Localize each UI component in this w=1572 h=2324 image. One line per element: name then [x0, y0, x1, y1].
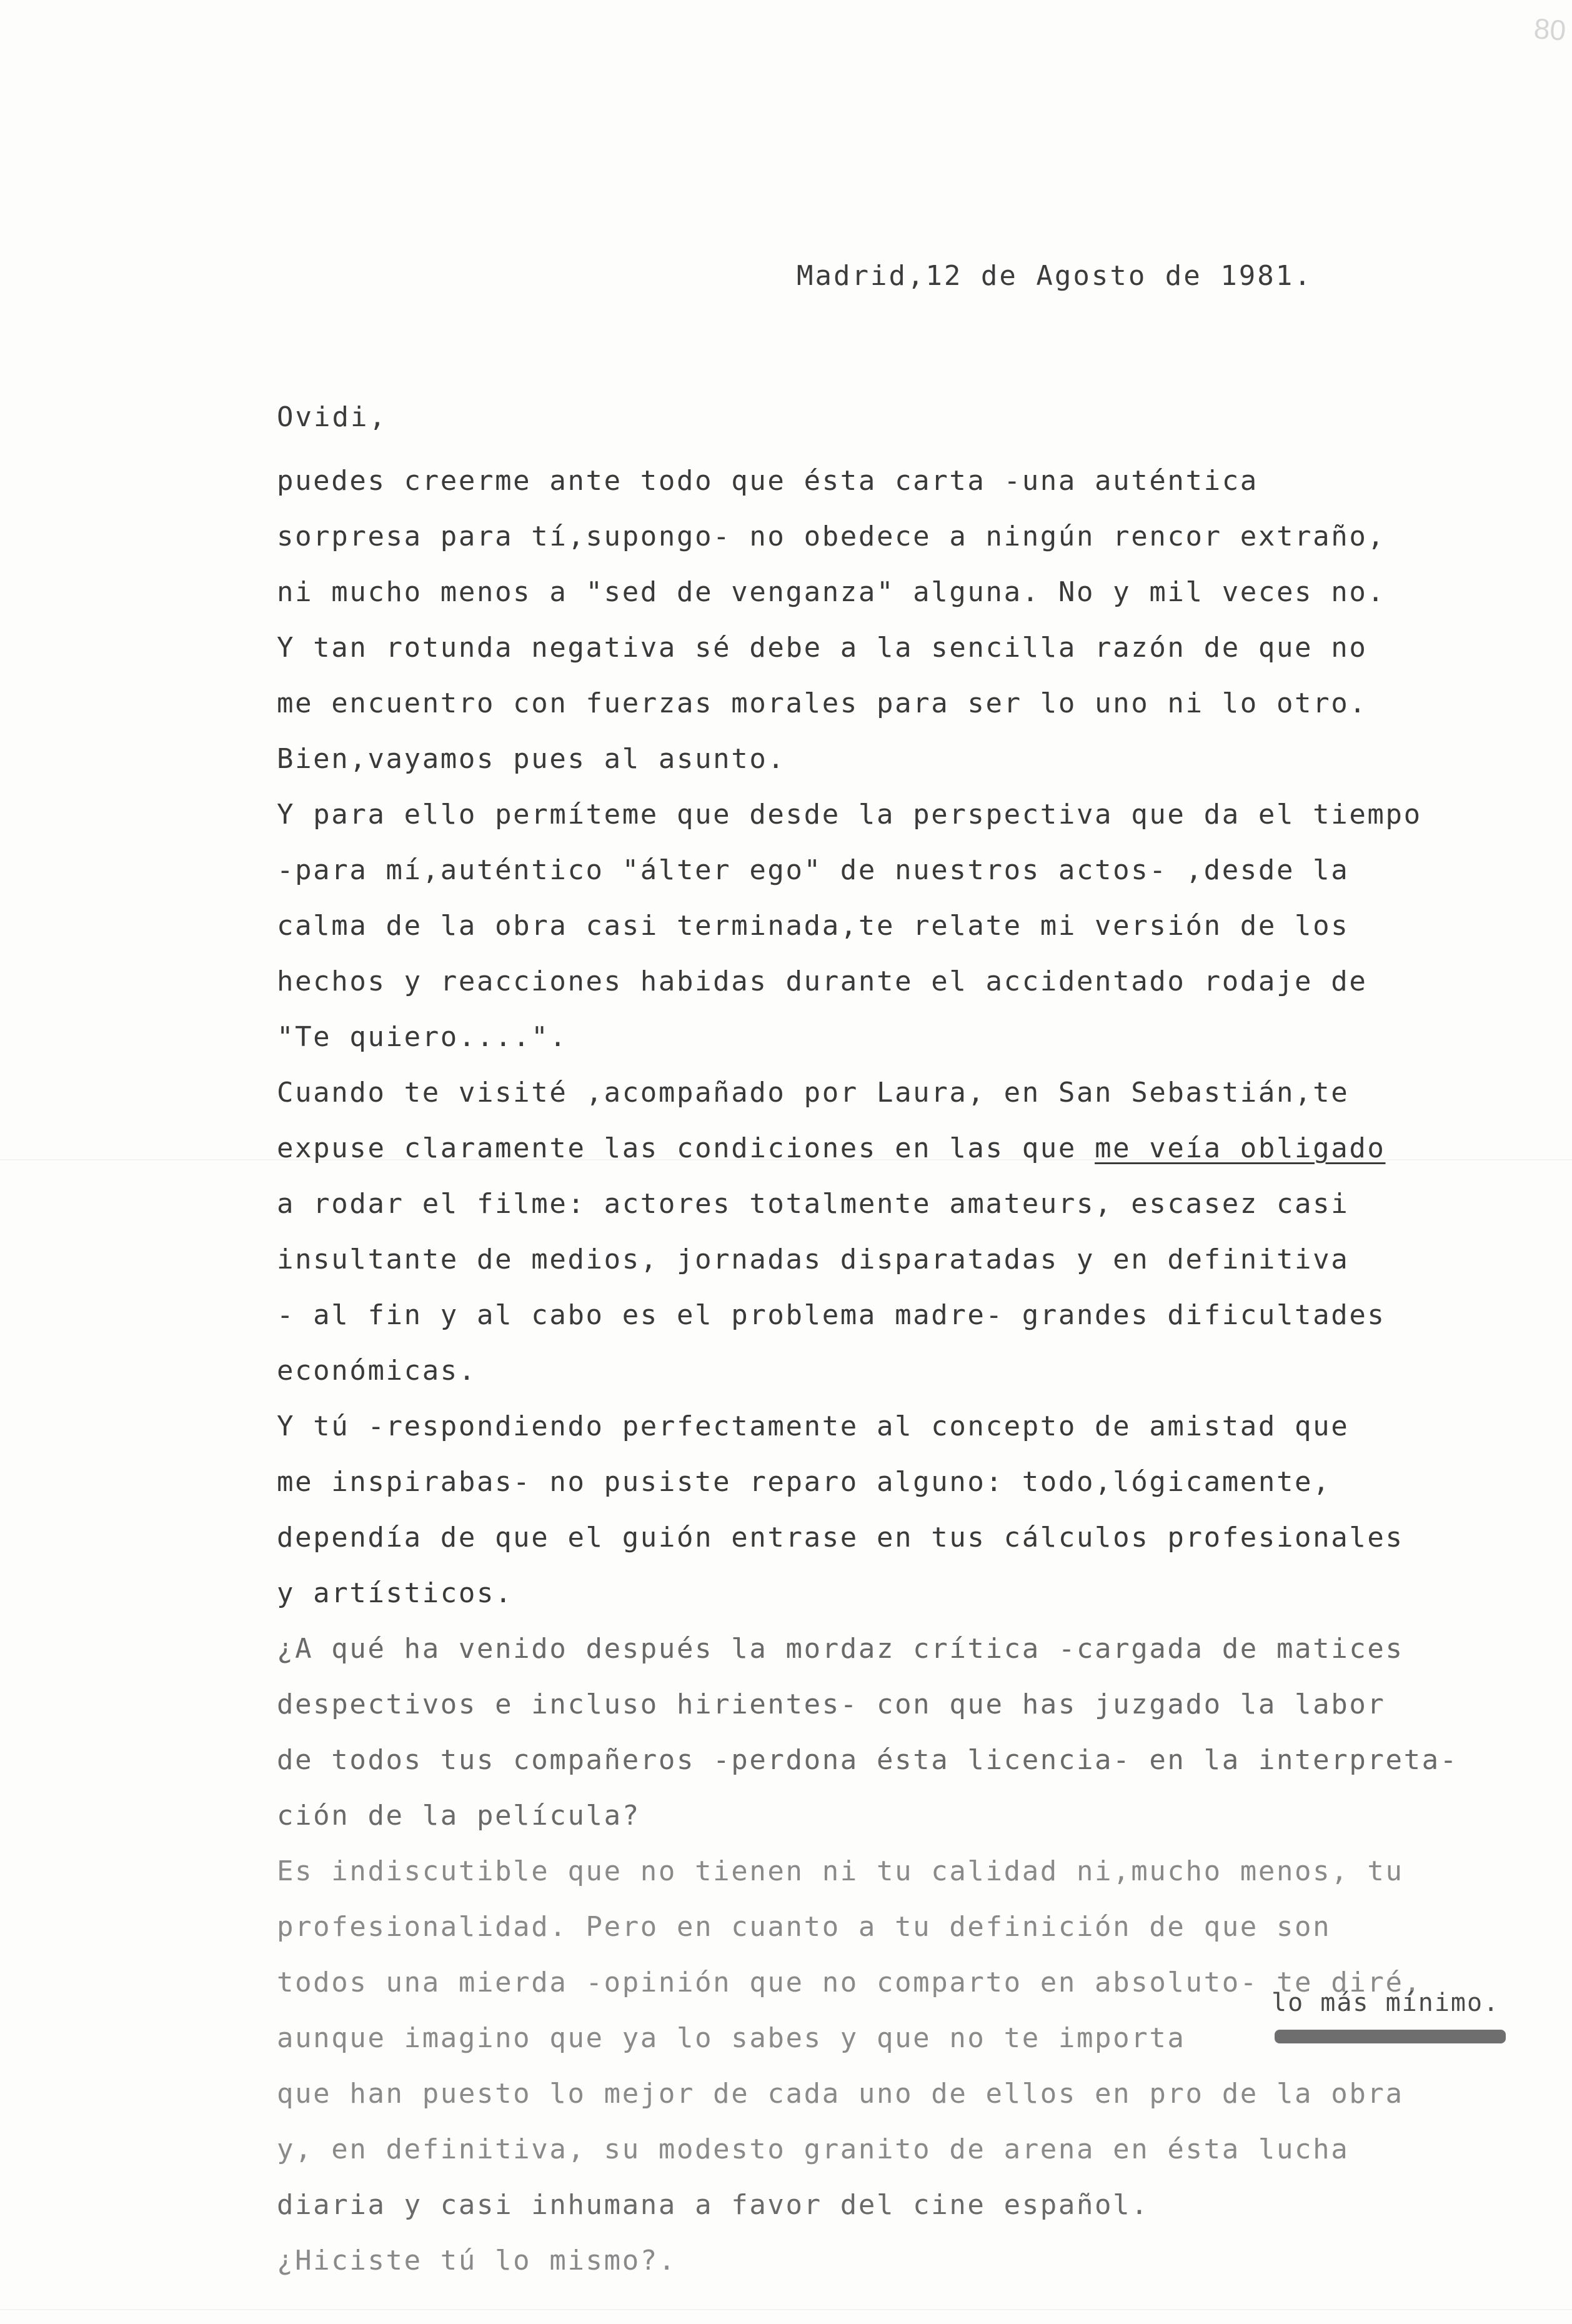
body-line: aunque imagino que ya lo sabes y que no te importa	[277, 2022, 1186, 2054]
body-line: Y para ello permíteme que desde la perspectiva que da el tiempo	[277, 799, 1422, 830]
body-line: económicas.	[277, 1355, 477, 1387]
body-line: ni mucho menos a "sed de venganza" alguna. No y mil veces no.	[277, 576, 1386, 608]
body-line: dependía de que el guión entrase en tus cálculos profesionales	[277, 1522, 1404, 1553]
body-line: Y tan rotunda negativa sé debe a la sencilla razón de que no	[277, 632, 1368, 664]
body-line: Cuando te visité ,acompañado por Laura, en San Sebastián,te	[277, 1077, 1350, 1109]
body-line: hechos y reacciones habidas durante el accidentado rodaje de	[277, 965, 1368, 997]
body-line: -para mí,auténtico "álter ego" de nuestros actos- ,desde la	[277, 854, 1350, 886]
body-line: ción de la película?	[277, 1800, 640, 1832]
struck-out-word	[1275, 2030, 1506, 2043]
body-line: me inspirabas- no pusiste reparo alguno: todo,lógicamente,	[277, 1466, 1331, 1498]
body-line: que han puesto lo mejor de cada uno de ellos en pro de la obra	[277, 2078, 1404, 2110]
body-line: y artísticos.	[277, 1577, 514, 1609]
body-line-text: expuse claramente las condiciones en las que	[277, 1132, 1095, 1164]
typed-insertion: lo más mínimo.	[1271, 1988, 1500, 2017]
body-line: calma de la obra casi terminada,te relate mi versión de los	[277, 910, 1350, 942]
body-line: diaria y casi inhumana a favor del cine español.	[277, 2189, 1150, 2221]
body-line: sorpresa para tí,supongo- no obedece a ningún rencor extraño,	[277, 521, 1386, 552]
underlined-phrase: me veía obligado	[1095, 1132, 1386, 1164]
body-line: despectivos e incluso hirientes- con que has juzgado la labor	[277, 1688, 1386, 1720]
letter-greeting: Ovidi,	[277, 401, 387, 433]
body-line: ¿Hiciste tú lo mismo?.	[277, 2245, 677, 2277]
body-line: de todos tus compañeros -perdona ésta licencia- en la interpreta-	[277, 1744, 1458, 1776]
body-line: Bien,vayamos pues al asunto.	[277, 743, 786, 775]
body-line: me encuentro con fuerzas morales para ser lo uno ni lo otro.	[277, 687, 1368, 719]
body-line: y, en definitiva, su modesto granito de arena en ésta lucha	[277, 2133, 1350, 2165]
corner-archive-mark: 80	[1533, 12, 1567, 47]
body-line: Es indiscutible que no tienen ni tu calidad ni,mucho menos, tu	[277, 1855, 1404, 1887]
body-line: a rodar el filme: actores totalmente amateurs, escasez casi	[277, 1188, 1350, 1220]
body-line: insultante de medios, jornadas disparatadas y en definitiva	[277, 1244, 1350, 1275]
body-line: puedes creerme ante todo que ésta carta -una auténtica	[277, 465, 1258, 497]
body-line: ¿A qué ha venido después la mordaz crítica -cargada de matices	[277, 1633, 1404, 1665]
paper-fold-line	[0, 2309, 1572, 2310]
body-line: todos una mierda -opinión que no comparto en absoluto- te diré,	[277, 1967, 1422, 1998]
letter-date: Madrid,12 de Agosto de 1981.	[797, 260, 1313, 292]
body-line: Y tú -respondiendo perfectamente al concepto de amistad que	[277, 1410, 1350, 1442]
body-line: profesionalidad. Pero en cuanto a tu definición de que son	[277, 1911, 1331, 1943]
body-line: "Te quiero....".	[277, 1021, 568, 1053]
body-line-with-underline	[277, 1120, 1514, 1176]
body-line: - al fin y al cabo es el problema madre- grandes dificultades	[277, 1299, 1386, 1331]
